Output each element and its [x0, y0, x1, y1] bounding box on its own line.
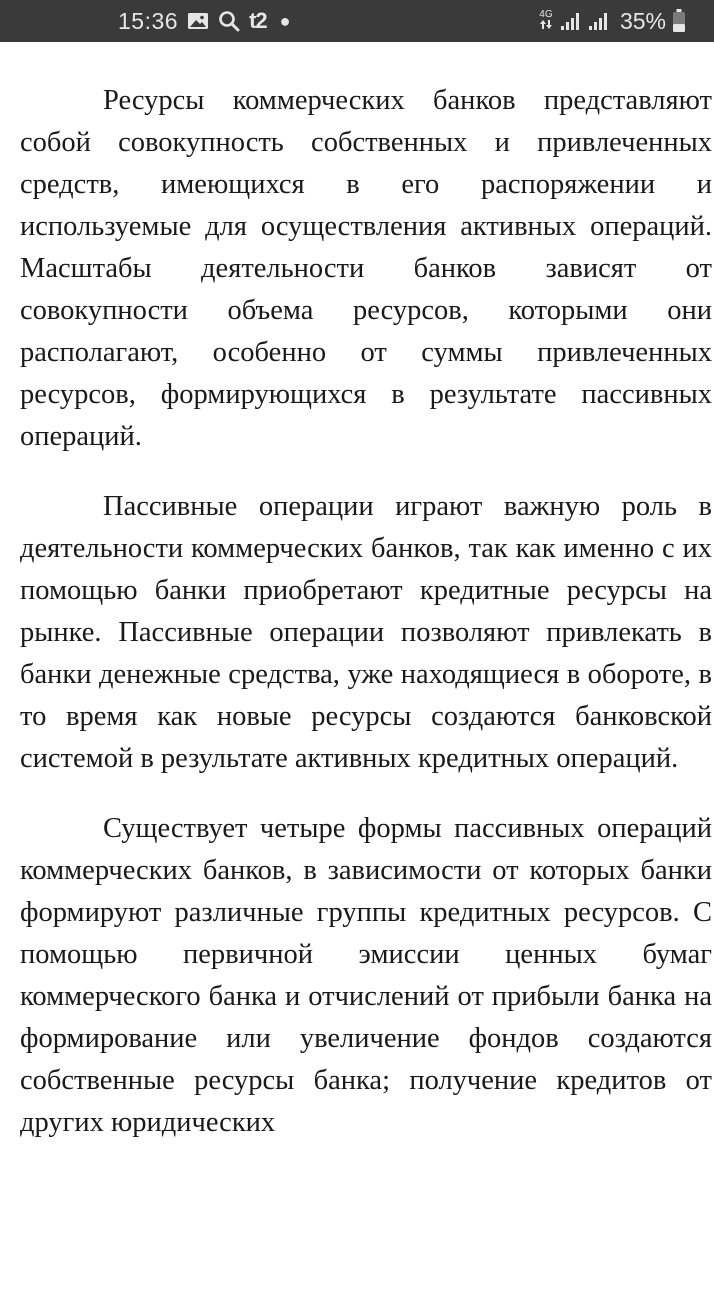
signal-icon — [588, 11, 610, 31]
image-icon — [187, 11, 209, 31]
battery-icon — [672, 9, 686, 33]
status-time: 15:36 — [118, 7, 179, 34]
document-body — [20, 80, 712, 1172]
signal-icon — [560, 11, 582, 31]
paragraph: Ресурсы коммерческих банков представляют собой совокупность собственных и привлеченных средств, имеющихся в его распоряжении и используемые для осуществления активных операций. Масштабы деятельности банков зависят от совокупности объема ресурсов, которыми они располагают, особенно от суммы привлеченных ресурсов, формирующихся в результате пассивных операций. — [20, 85, 712, 452]
search-icon — [218, 10, 240, 32]
paragraph: Существует четыре формы пассивных операций коммерческих банков, в зависимости от которых банки формируют различные группы кредитных ресурсов. С помощью первичной эмиссии ценных бумаг коммерческого банка и отчислений от прибыли банка на формирование или увеличение фондов создаются собственные ресурсы банка; получение кредитов от других юридических — [20, 813, 712, 1138]
paragraph: Пассивные операции играют важную роль в деятельности коммерческих банков, так как именно с их помощью банки приобретают кредитные ресурсы на рынке. Пассивные операции позволяют привлекать в банки денежные средства, уже находящиеся в обороте, в то время как новые ресурсы создаются банковской системой в результате активных кредитных операций. — [20, 491, 712, 774]
battery-percent: 35% — [619, 7, 666, 34]
carrier-t2-icon: t2 — [249, 8, 267, 33]
status-bar-right — [538, 0, 686, 42]
network-4g-icon — [538, 10, 554, 32]
status-bar — [0, 0, 714, 42]
network-label: 4G — [539, 9, 553, 20]
status-bar-left — [118, 0, 291, 42]
notification-dot-icon: ● — [279, 10, 291, 31]
